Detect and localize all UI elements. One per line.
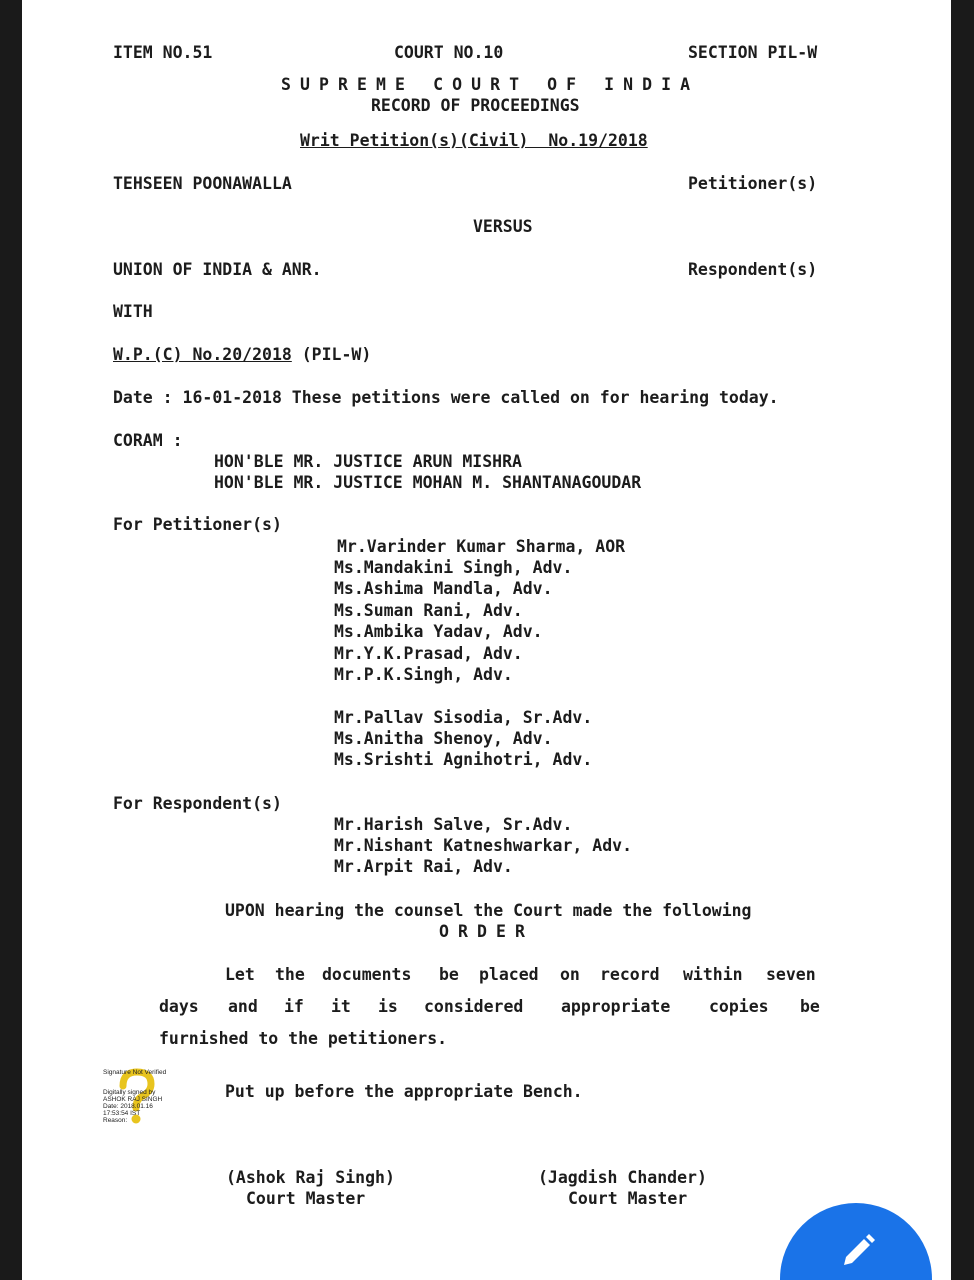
petitioner-counsel-item: Mr.P.K.Singh, Adv.: [334, 665, 513, 684]
order-word: it: [331, 997, 351, 1016]
petitioner-counsel-item: Ms.Anitha Shenoy, Adv.: [334, 729, 553, 748]
petitioner-counsel-item: Ms.Suman Rani, Adv.: [334, 601, 523, 620]
petitioner-counsel-item: Mr.Y.K.Prasad, Adv.: [334, 644, 523, 663]
order-word: within: [683, 965, 743, 984]
order-heading: ORDER: [439, 922, 535, 941]
petitioner-counsel-label: For Petitioner(s): [113, 515, 282, 534]
digital-signature-stamp: [101, 1066, 201, 1128]
connected-case-number: W.P.(C) No.20/2018: [113, 345, 292, 364]
connected-case-tag: (PIL-W): [291, 345, 372, 364]
order-word: copies: [709, 997, 769, 1016]
order-word: days: [159, 997, 199, 1016]
order-word: and: [228, 997, 258, 1016]
edit-fab-button[interactable]: [780, 1203, 932, 1280]
order-word: considered: [424, 997, 524, 1016]
order-word: appropriate: [561, 997, 671, 1016]
signatory-2-title: Court Master: [568, 1189, 688, 1208]
respondent-counsel-item: Mr.Nishant Katneshwarkar, Adv.: [334, 836, 633, 855]
judge-2: HON'BLE MR. JUSTICE MOHAN M. SHANTANAGOUDAR: [214, 473, 642, 492]
order-word: seven: [766, 965, 816, 984]
petitioner-counsel-item: Ms.Ambika Yadav, Adv.: [334, 622, 543, 641]
order-word: is: [378, 997, 398, 1016]
order-para2: Put up before the appropriate Bench.: [225, 1082, 583, 1101]
respondent-counsel-label: For Respondent(s): [113, 794, 282, 813]
case-number: Writ Petition(s)(Civil) No.19/2018: [300, 131, 648, 150]
stamp-line: ASHOK RAJ SINGH: [103, 1096, 163, 1103]
document-page: [22, 0, 951, 1280]
item-number: ITEM NO.51: [113, 43, 213, 62]
section-label: SECTION PIL-W: [688, 43, 818, 62]
stamp-line: 17:53:54 IST: [103, 1110, 141, 1117]
stamp-line: Date: 2018.01.16: [103, 1103, 153, 1110]
petitioner-counsel-item: Mr.Varinder Kumar Sharma, AOR: [337, 537, 626, 556]
judge-1: HON'BLE MR. JUSTICE ARUN MISHRA: [214, 452, 522, 471]
order-word: if: [284, 997, 304, 1016]
petitioner-counsel-item: Mr.Pallav Sisodia, Sr.Adv.: [334, 708, 593, 727]
order-para1-line3: furnished to the petitioners.: [159, 1029, 448, 1048]
with-label: WITH: [113, 302, 153, 321]
petitioner-counsel-item: Ms.Ashima Mandla, Adv.: [334, 579, 553, 598]
order-word: be: [800, 997, 820, 1016]
versus-label: VERSUS: [473, 217, 533, 236]
order-word: be: [439, 965, 459, 984]
order-word: on: [560, 965, 580, 984]
order-word: placed: [479, 965, 539, 984]
stamp-line: Digitally signed by: [103, 1089, 156, 1096]
record-subtitle: RECORD OF PROCEEDINGS: [371, 96, 580, 115]
stamp-line: Reason:: [103, 1117, 128, 1124]
coram-label: CORAM :: [113, 431, 183, 450]
stamp-line: Signature Not Verified: [103, 1069, 167, 1076]
order-word: Let: [225, 965, 255, 984]
order-word: record: [600, 965, 660, 984]
petitioner-counsel-item: Ms.Mandakini Singh, Adv.: [334, 558, 573, 577]
petitioner-counsel-item: Ms.Srishti Agnihotri, Adv.: [334, 750, 593, 769]
respondent-counsel-item: Mr.Arpit Rai, Adv.: [334, 857, 513, 876]
order-word: the: [275, 965, 305, 984]
respondent-name: UNION OF INDIA & ANR.: [113, 260, 322, 279]
order-intro: UPON hearing the counsel the Court made the following: [225, 901, 752, 920]
signatory-1-title: Court Master: [246, 1189, 366, 1208]
signatory-2-name: (Jagdish Chander): [538, 1168, 707, 1187]
court-number: COURT NO.10: [394, 43, 504, 62]
edit-pencil-icon: [838, 1233, 878, 1273]
petitioner-name: TEHSEEN POONAWALLA: [113, 174, 292, 193]
signatory-1-name: (Ashok Raj Singh): [226, 1168, 395, 1187]
respondent-counsel-item: Mr.Harish Salve, Sr.Adv.: [334, 815, 573, 834]
hearing-date-line: Date : 16-01-2018 These petitions were called on for hearing today.: [113, 388, 779, 407]
order-word: documents: [322, 965, 412, 984]
respondent-label: Respondent(s): [688, 260, 818, 279]
court-title: SUPREME COURT OF INDIA: [281, 75, 700, 94]
connected-case: [113, 347, 371, 364]
petitioner-label: Petitioner(s): [688, 174, 818, 193]
